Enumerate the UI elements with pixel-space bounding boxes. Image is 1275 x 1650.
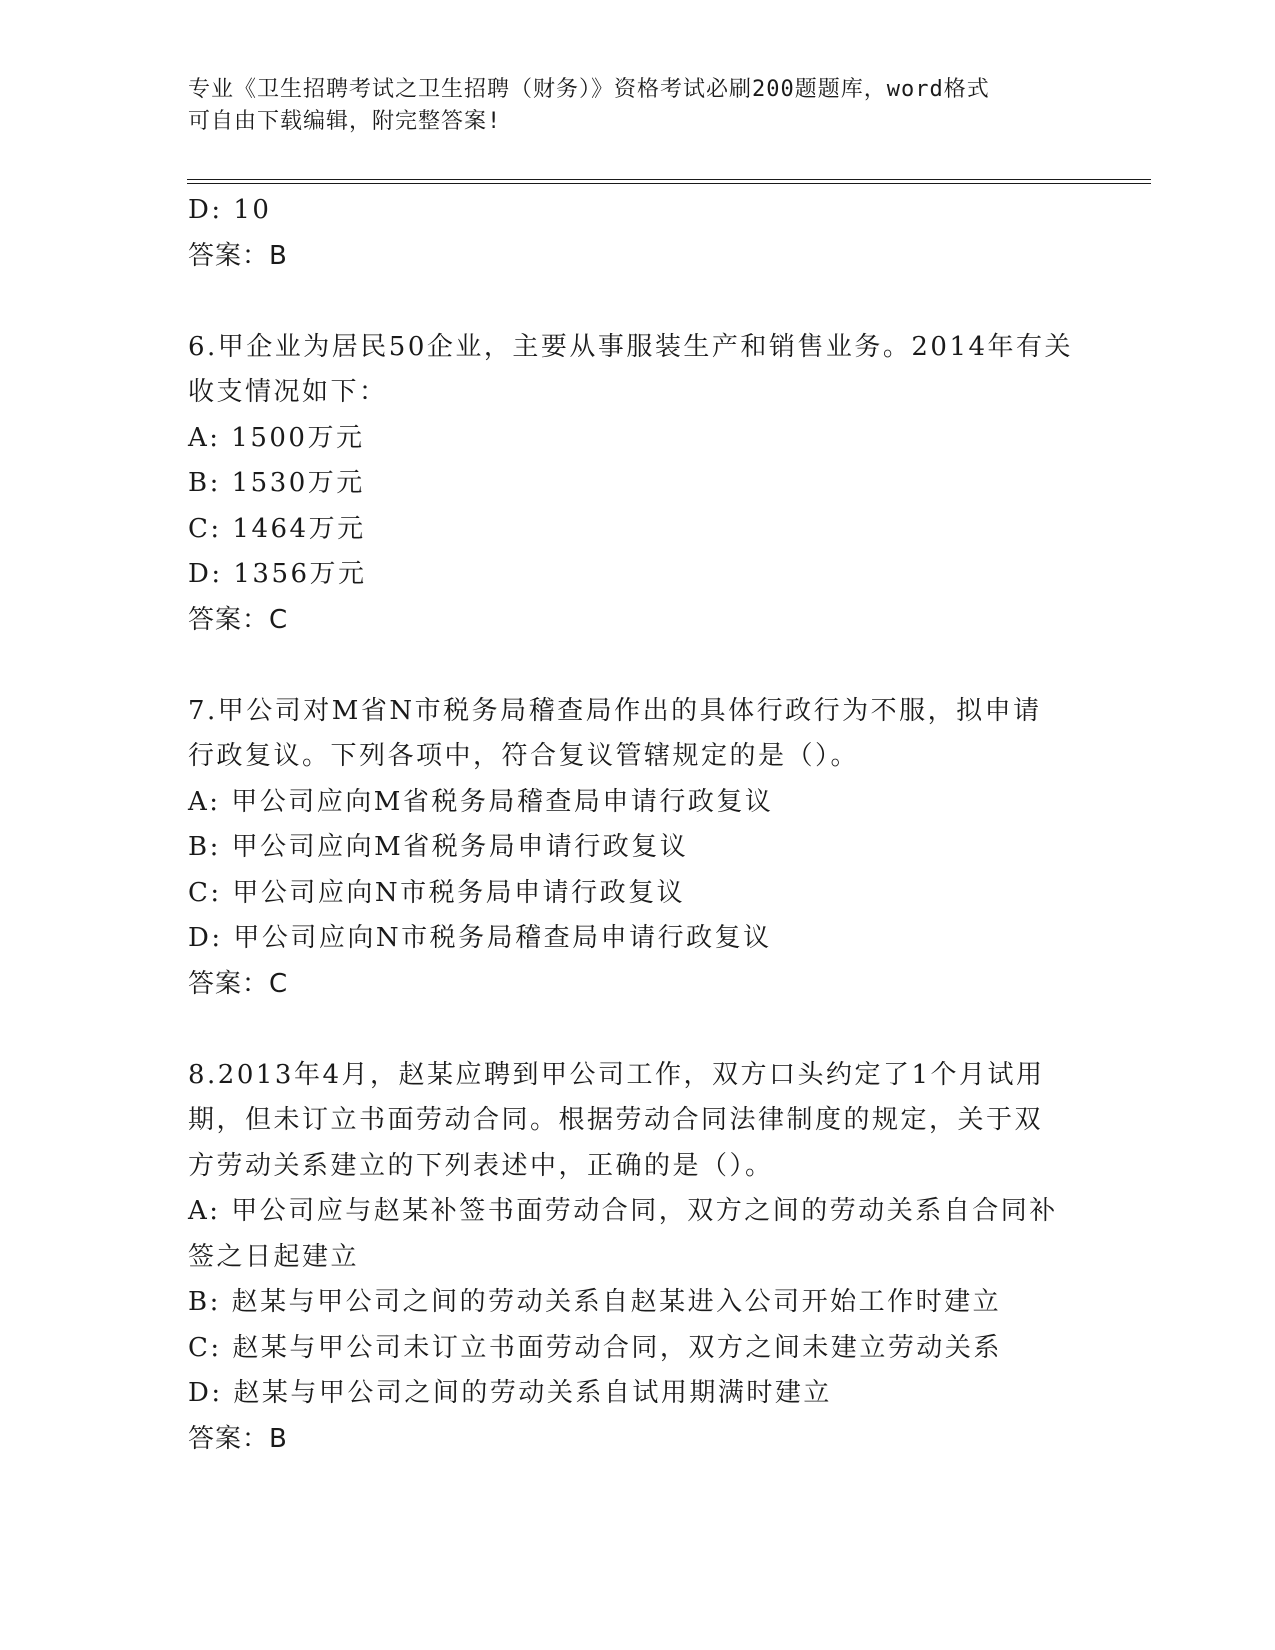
option-c: C: 甲公司应向N市税务局申请行政复议 <box>188 877 686 908</box>
option-b: B: 甲公司应向M省税务局申请行政复议 <box>188 832 689 862</box>
header-line-2: 可自由下载编辑，附完整答案! <box>188 109 502 134</box>
option-d: D: 赵某与甲公司之间的劳动关系自试用期满时建立 <box>188 1378 832 1408</box>
header-line-1: 专业《卫生招聘考试之卫生招聘（财务）》资格考试必刷200题题库，word格式 <box>188 77 990 102</box>
question-stem-line: 收支情况如下： <box>188 377 388 407</box>
page-header <box>188 74 1068 138</box>
option-a: A: 甲公司应与赵某补签书面劳动合同，双方之间的劳动关系自合同补 <box>188 1196 1058 1226</box>
question-stem-line: 方劳动关系建立的下列表述中，正确的是（）。 <box>188 1150 774 1181</box>
spacer <box>188 1007 1088 1053</box>
option-a-continued: 签之日起建立 <box>188 1241 360 1272</box>
answer-line: 答案：C <box>188 604 289 635</box>
header-rule-top <box>187 179 1151 180</box>
answer-line: 答案：B <box>188 240 288 271</box>
option-b: B: 1530万元 <box>188 468 365 498</box>
spacer <box>188 279 1088 325</box>
question-stem-line: 7.甲公司对M省N市税务局稽查局作出的具体行政行为不服，拟申请 <box>188 695 1042 726</box>
spacer <box>188 643 1088 689</box>
option-a: A: 甲公司应向M省税务局稽查局申请行政复议 <box>188 786 774 817</box>
question-stem-line: 行政复议。下列各项中，符合复议管辖规定的是（）。 <box>188 741 860 771</box>
question-stem-line: 6.甲企业为居民50企业，主要从事服装生产和销售业务。2014年有关 <box>188 331 1074 362</box>
answer-line: 答案：B <box>188 1423 288 1454</box>
option-d: D: 10 <box>188 195 272 225</box>
option-c: C: 1464万元 <box>188 513 366 544</box>
header-rule-bottom <box>187 183 1151 184</box>
option-d: D: 甲公司应向N市税务局稽查局申请行政复议 <box>188 923 772 953</box>
option-b: B: 赵某与甲公司之间的劳动关系自赵某进入公司开始工作时建立 <box>188 1287 1002 1317</box>
question-block-6 <box>188 325 1088 644</box>
question-block-7 <box>188 689 1088 1008</box>
question-stem-line: 8.2013年4月，赵某应聘到甲公司工作，双方口头约定了1个月试用 <box>188 1059 1045 1090</box>
answer-line: 答案：C <box>188 968 289 999</box>
question-block-8 <box>188 1053 1088 1463</box>
document-body <box>188 188 1088 1462</box>
option-d: D: 1356万元 <box>188 559 367 589</box>
option-c: C: 赵某与甲公司未订立书面劳动合同，双方之间未建立劳动关系 <box>188 1332 1002 1363</box>
question-stem-line: 期，但未订立书面劳动合同。根据劳动合同法律制度的规定，关于双 <box>188 1105 1044 1135</box>
question-block-5-tail <box>188 188 1088 279</box>
option-a: A: 1500万元 <box>188 422 365 453</box>
